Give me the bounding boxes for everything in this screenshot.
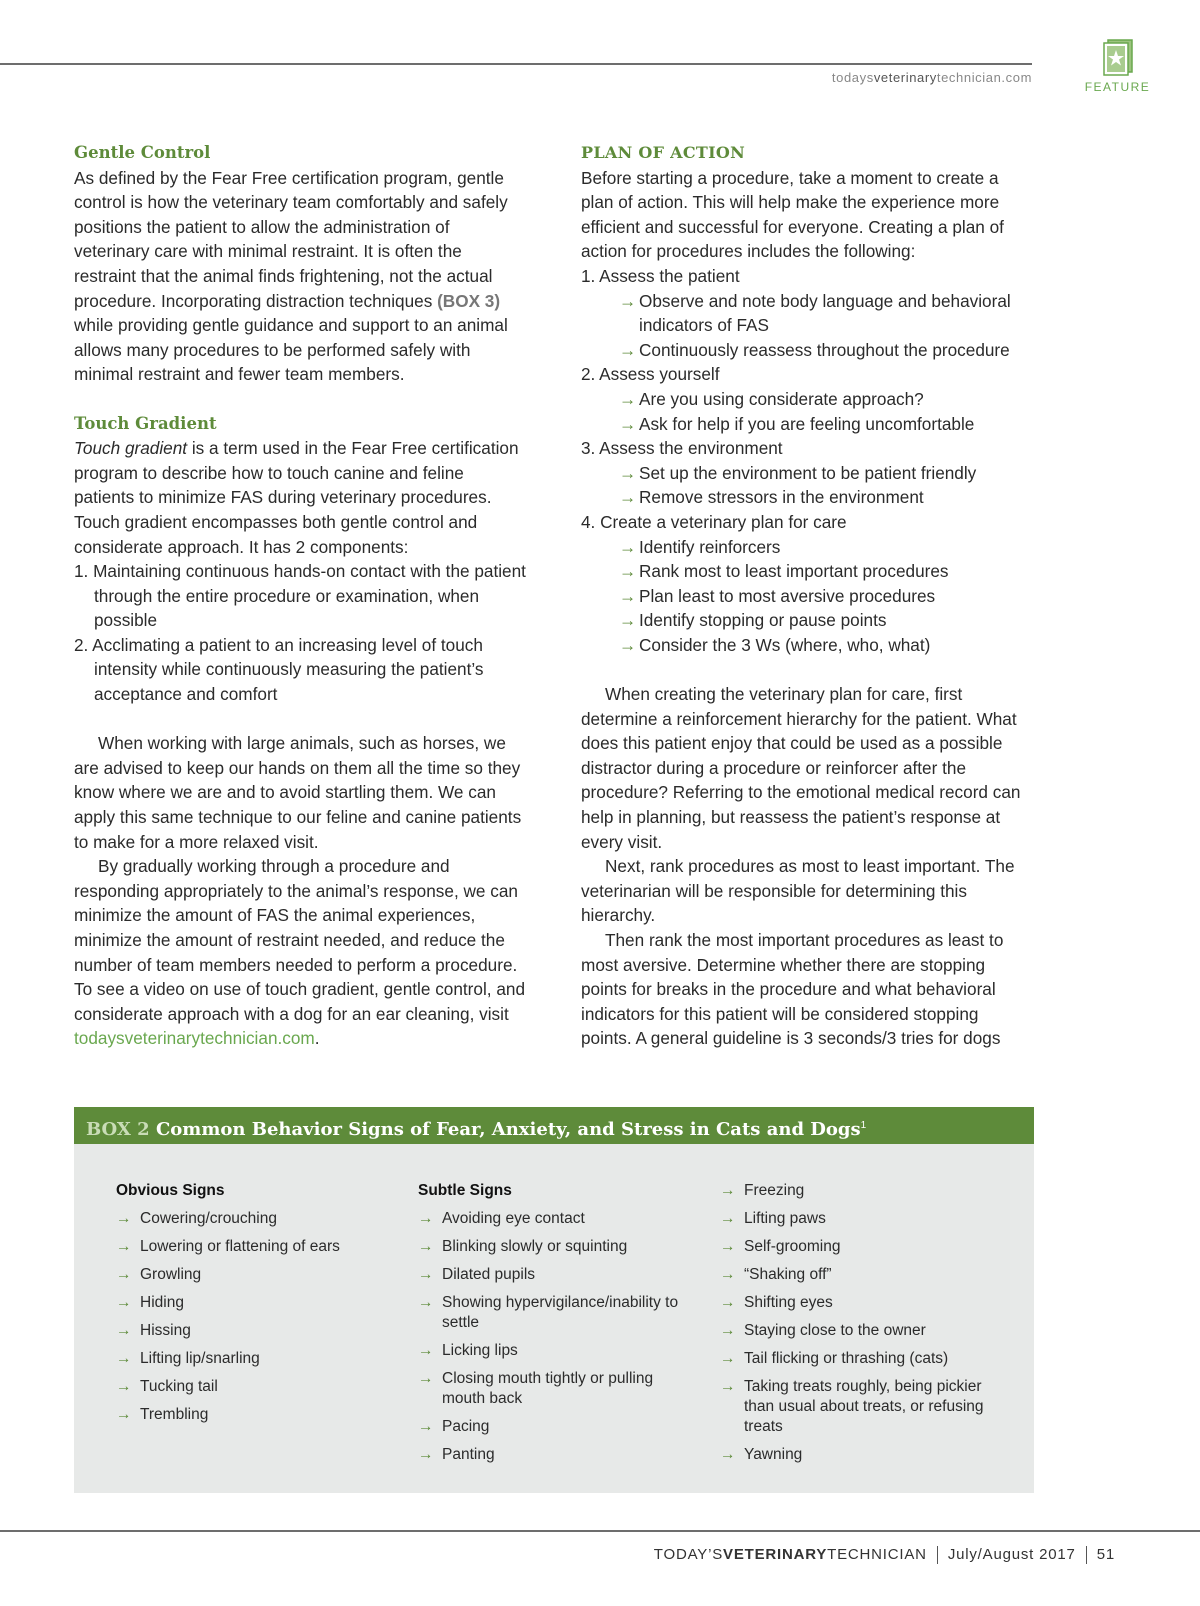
sign-list-item: → Tail flicking or thrashing (cats) xyxy=(720,1350,949,1367)
issue-date: July/August 2017 xyxy=(947,1546,1076,1563)
arrow-right-icon: → xyxy=(619,462,637,483)
rank-aversive-paragraph: Then rank the most important procedures as least to most aversive. Determine whether there are stopping points for breaks in the procedure and what behavioral indicators for this patient will be considered stopping points. A general guideline is 3 seconds/3 tries for dogs xyxy=(581,930,1004,1049)
sign-list-item: → Showing hypervigilance/inability to settle xyxy=(418,1294,679,1331)
page-footer xyxy=(654,1546,1115,1564)
arrow-right-icon: → xyxy=(418,1370,434,1387)
feature-label: FEATURE xyxy=(1084,80,1151,94)
plan-substep: → Identify reinforcers xyxy=(581,535,1033,560)
arrow-right-icon: → xyxy=(116,1322,132,1339)
sign-list-item: → Lifting paws xyxy=(720,1210,826,1227)
page-number: 51 xyxy=(1096,1546,1115,1563)
arrow-right-icon: → xyxy=(619,413,637,434)
obvious-signs-heading: Obvious Signs xyxy=(116,1182,225,1199)
arrow-right-icon: → xyxy=(418,1342,434,1359)
arrow-right-icon: → xyxy=(418,1418,434,1435)
touch-component-1: 1. Maintaining continuous hands-on contact with the patient through the entire procedure or examination, when possible xyxy=(74,561,526,631)
subtle-signs-list xyxy=(418,1209,688,1465)
touch-component-2: 2. Acclimating a patient to an increasing level of touch intensity while continuously measuring the patient’s acceptance and comfort xyxy=(74,634,484,705)
gentle-control-heading: Gentle Control xyxy=(74,143,211,162)
arrow-right-icon: → xyxy=(720,1294,736,1311)
sign-list-item: → Blinking slowly or squinting xyxy=(418,1238,628,1255)
sign-list-item: → Yawning xyxy=(720,1446,803,1463)
sign-list-item: → Licking lips xyxy=(418,1342,518,1359)
bottom-rule xyxy=(0,1530,1200,1532)
plan-step: 1. Assess the patient xyxy=(581,265,740,286)
arrow-right-icon: → xyxy=(619,634,637,655)
plan-substep: → Remove stressors in the environment xyxy=(581,485,1033,510)
site-url: todaysveterinarytechnician.com xyxy=(831,70,1032,85)
sign-list-item: → Panting xyxy=(418,1446,495,1463)
arrow-right-icon: → xyxy=(619,388,637,409)
arrow-right-icon: → xyxy=(418,1266,434,1283)
plan-step: 2. Assess yourself xyxy=(581,364,720,385)
sign-list-item: → Growling xyxy=(116,1266,202,1283)
obvious-signs-column xyxy=(116,1181,366,1433)
gradual-paragraph: By gradually working through a procedure and responding appropriately to the animal’s response, we can minimize the amount of FAS the animal experiences, minimize the amount of restraint needed, and reduce the number of team members needed to perform a procedure. To see a video on use of touch gradient, gentle control, and considerate approach with a dog for an ear cleaning, visit todaysveterinarytechnician.com. xyxy=(74,856,526,1049)
plan-substep: → Are you using considerate approach? xyxy=(581,387,1033,412)
plan-substep: → Consider the 3 Ws (where, who, what) xyxy=(581,633,1033,658)
plan-substep: → Continuously reassess throughout the procedure xyxy=(581,338,1033,363)
arrow-right-icon: → xyxy=(418,1294,434,1311)
more-signs-column xyxy=(720,1181,1010,1473)
subtle-signs-heading: Subtle Signs xyxy=(418,1182,512,1199)
plan-substep: → Observe and note body language and behavioral indicators of FAS xyxy=(619,290,1011,336)
box3-reference[interactable]: (BOX 3) xyxy=(437,290,501,311)
website-link[interactable]: todaysveterinarytechnician.com xyxy=(74,1028,315,1049)
arrow-right-icon: → xyxy=(418,1238,434,1255)
sign-list-item: → Dilated pupils xyxy=(418,1266,536,1283)
arrow-right-icon: → xyxy=(619,339,637,360)
right-column xyxy=(581,141,1033,1051)
sign-list-item: → Hissing xyxy=(116,1322,191,1339)
arrow-right-icon: → xyxy=(619,561,637,582)
arrow-right-icon: → xyxy=(619,585,637,606)
sign-list-item: → Cowering/crouching xyxy=(116,1210,277,1227)
arrow-right-icon: → xyxy=(720,1378,736,1395)
arrow-right-icon: → xyxy=(116,1350,132,1367)
arrow-right-icon: → xyxy=(619,610,637,631)
sign-list-item: → Tucking tail xyxy=(116,1378,218,1395)
book-icon xyxy=(1100,38,1136,76)
sign-list-item: → Closing mouth tightly or pulling mouth back xyxy=(418,1370,654,1407)
plan-step: 3. Assess the environment xyxy=(581,438,783,459)
sign-list-item: → Lowering or flattening of ears xyxy=(116,1238,340,1255)
box2-title: Common Behavior Signs of Fear, Anxiety, and Stress in Cats and Dogs xyxy=(155,1119,861,1140)
arrow-right-icon: → xyxy=(116,1378,132,1395)
arrow-right-icon: → xyxy=(720,1350,736,1367)
box2-footnote: 1 xyxy=(860,1120,867,1131)
plan-substep: → Set up the environment to be patient friendly xyxy=(581,461,1033,486)
box2-panel xyxy=(74,1107,1034,1493)
arrow-right-icon: → xyxy=(720,1182,736,1199)
plan-steps-list xyxy=(581,264,1033,658)
touch-gradient-paragraph: Touch gradient is a term used in the Fear Free certification program to describe how to touch canine and feline patients to minimize FAS during veterinary procedures. Touch gradient encompasses both gentle control and considerate approach. It has 2 components: xyxy=(74,438,519,557)
touch-gradient-heading: Touch Gradient xyxy=(74,413,217,433)
feature-badge xyxy=(1080,38,1155,94)
sign-list-item: → Freezing xyxy=(720,1182,805,1199)
sign-list-item: → Trembling xyxy=(116,1406,209,1423)
sign-list-item: → Lifting lip/snarling xyxy=(116,1350,260,1367)
arrow-right-icon: → xyxy=(720,1210,736,1227)
sign-list-item: → Self-grooming xyxy=(720,1238,841,1255)
sign-list-item: → Staying close to the owner xyxy=(720,1322,926,1339)
top-rule xyxy=(0,63,1032,65)
large-animals-paragraph: When working with large animals, such as horses, we are advised to keep our hands on them all the time so they know where we are and to avoid startling them. We can apply this same technique to our feline and canine patients to make for a more relaxed visit. xyxy=(74,733,522,852)
plan-substep: → Identify stopping or pause points xyxy=(581,608,1033,633)
box2-label: BOX 2 xyxy=(86,1119,150,1140)
arrow-right-icon: → xyxy=(619,487,637,508)
plan-care-paragraph: When creating the veterinary plan for care, first determine a reinforcement hierarchy for the patient. What does this patient enjoy that could be used as a possible distractor during a procedure or reinforcer after the procedure? Referring to the emotional medical record can help in planning, but reassess the patient’s response at every visit. xyxy=(581,684,1021,852)
plan-step: 4. Create a veterinary plan for care xyxy=(581,511,847,532)
arrow-right-icon: → xyxy=(116,1266,132,1283)
arrow-right-icon: → xyxy=(720,1446,736,1463)
arrow-right-icon: → xyxy=(720,1266,736,1283)
arrow-right-icon: → xyxy=(116,1406,132,1423)
arrow-right-icon: → xyxy=(619,290,637,311)
sign-list-item: → Avoiding eye contact xyxy=(418,1210,585,1227)
rank-importance-paragraph: Next, rank procedures as most to least important. The veterinarian will be responsible for determining this hierarchy. xyxy=(581,856,1015,926)
sign-list-item: → Shifting eyes xyxy=(720,1294,833,1311)
sign-list-item: → “Shaking off” xyxy=(720,1266,832,1283)
arrow-right-icon: → xyxy=(720,1322,736,1339)
arrow-right-icon: → xyxy=(418,1446,434,1463)
plan-substep: → Rank most to least important procedures xyxy=(581,559,1033,584)
box2-header xyxy=(74,1107,1034,1144)
sign-list-item: → Hiding xyxy=(116,1294,184,1311)
arrow-right-icon: → xyxy=(619,536,637,557)
plan-substep: → Plan least to most aversive procedures xyxy=(581,584,1033,609)
obvious-signs-list xyxy=(116,1209,366,1425)
sign-list-item: → Taking treats roughly, being pickier than usual about treats, or refusing treats xyxy=(720,1378,984,1435)
plan-of-action-heading: PLAN OF ACTION xyxy=(581,143,746,162)
more-signs-list xyxy=(720,1181,1010,1465)
arrow-right-icon: → xyxy=(418,1210,434,1227)
arrow-right-icon: → xyxy=(116,1294,132,1311)
left-column xyxy=(74,141,526,1051)
subtle-signs-column xyxy=(418,1181,688,1473)
arrow-right-icon: → xyxy=(720,1238,736,1255)
plan-substep: → Ask for help if you are feeling uncomfortable xyxy=(581,412,1033,437)
sign-list-item: → Pacing xyxy=(418,1418,490,1435)
magazine-name: TODAY’SVETERINARYTECHNICIAN xyxy=(653,1546,927,1563)
gentle-control-paragraph: As defined by the Fear Free certification program, gentle control is how the veterinary team comfortably and safely positions the patient to allow the administration of veterinary care with minimal restraint. It is often the restraint that the animal finds frightening, not the actual procedure. Incorporating distraction techniques (BOX 3) while providing gentle guidance and support to an animal allows many procedures to be performed safely with minimal restraint and fewer team members. xyxy=(74,167,508,385)
arrow-right-icon: → xyxy=(116,1210,132,1227)
arrow-right-icon: → xyxy=(116,1238,132,1255)
plan-intro-paragraph: Before starting a procedure, take a moment to create a plan of action. This will help make the experience more efficient and successful for everyone. Creating a plan of action for procedures includes the following: xyxy=(581,167,1004,262)
